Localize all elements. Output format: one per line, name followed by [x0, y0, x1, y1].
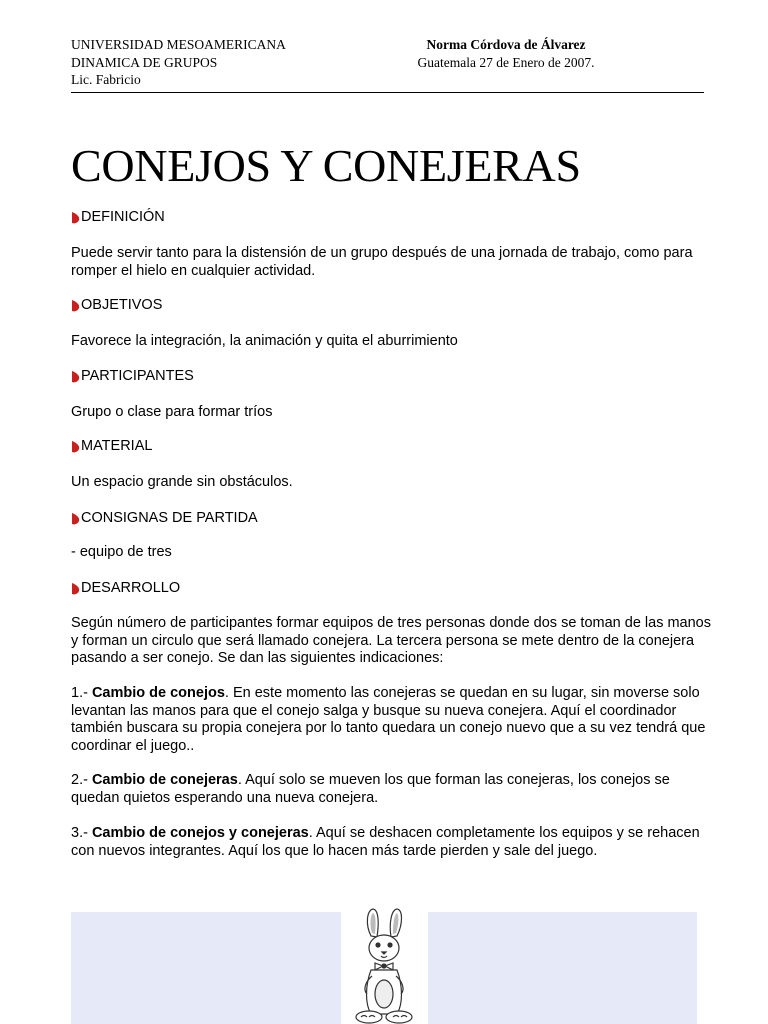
red-bullet-icon: [71, 512, 81, 526]
section-heading-desarrollo: DESARROLLO: [71, 580, 711, 598]
desarrollo-item-3: 3.- Cambio de conejos y conejeras. Aquí se deshacen completamente los equipos y se rehacen con nuevos integrantes. Aquí los que lo hacen más tarde pierden y sale del juego.: [71, 825, 700, 859]
item-label: Cambio de conejos y conejeras: [91, 825, 309, 841]
material-text: Un espacio grande sin obstáculos.: [71, 474, 293, 490]
university-name: UNIVERSIDAD MESOAMERICANA: [71, 37, 286, 52]
section-heading-participantes: PARTICIPANTES: [71, 368, 711, 386]
desarrollo-intro: Según número de participantes formar equipos de tres personas donde dos se toman de las manos y forman un circulo que será llamado conejera. La tercera persona se mete dentro de la conejera pasando a ser conejo. Se dan las siguientes indicaciones:: [71, 615, 711, 666]
red-bullet-icon: [71, 582, 81, 596]
item-label: Cambio de conejos: [91, 685, 225, 701]
header-right: [407, 36, 605, 71]
item-label: Cambio de conejeras: [91, 772, 238, 788]
header-divider: [71, 92, 704, 93]
document-title: CONEJOS Y CONEJERAS: [71, 140, 581, 191]
illustration-panel-left: [71, 912, 341, 1024]
section-heading-definicion: DEFINICIÓN: [71, 209, 711, 227]
consignas-text: - equipo de tres: [71, 544, 172, 560]
section-heading-objetivos: OBJETIVOS: [71, 297, 711, 315]
participantes-text: Grupo o clase para formar tríos: [71, 404, 273, 420]
desarrollo-item-2: 2.- Cambio de conejeras. Aquí solo se mueven los que forman las conejeras, los conejos se quedan quietos esperando una nueva conejera.: [71, 772, 670, 806]
red-bullet-icon: [71, 440, 81, 454]
professor-name: Lic. Fabricio: [71, 72, 141, 87]
illustration-panel-right: [428, 912, 697, 1024]
red-bullet-icon: [71, 370, 81, 384]
author-name: Norma Córdova de Álvarez: [426, 37, 586, 52]
desarrollo-item-1: 1.- Cambio de conejos. En este momento las conejeras se quedan en su lugar, sin moverse solo levantan las manos para que el conejo salga y busque su nueva conejera. Aquí el coordinador también buscara su propia conejera por lo tanto quedara un conejo nuevo que a su vez tendrá que coordinar el juego..: [71, 685, 706, 754]
rabbit-illustration-icon: [341, 906, 428, 1024]
red-bullet-icon: [71, 211, 81, 225]
objetivos-text: Favorece la integración, la animación y quita el aburrimiento: [71, 333, 458, 349]
red-bullet-icon: [71, 299, 81, 313]
section-heading-consignas: CONSIGNAS DE PARTIDA: [71, 510, 711, 528]
header-left: [71, 36, 286, 89]
section-heading-material: MATERIAL: [71, 438, 711, 456]
definicion-text: Puede servir tanto para la distensión de un grupo después de una jornada de trabajo, como para romper el hielo en cualquier actividad.: [71, 245, 693, 279]
place-date: Guatemala 27 de Enero de 2007.: [417, 54, 595, 70]
course-name: DINAMICA DE GRUPOS: [71, 54, 218, 70]
